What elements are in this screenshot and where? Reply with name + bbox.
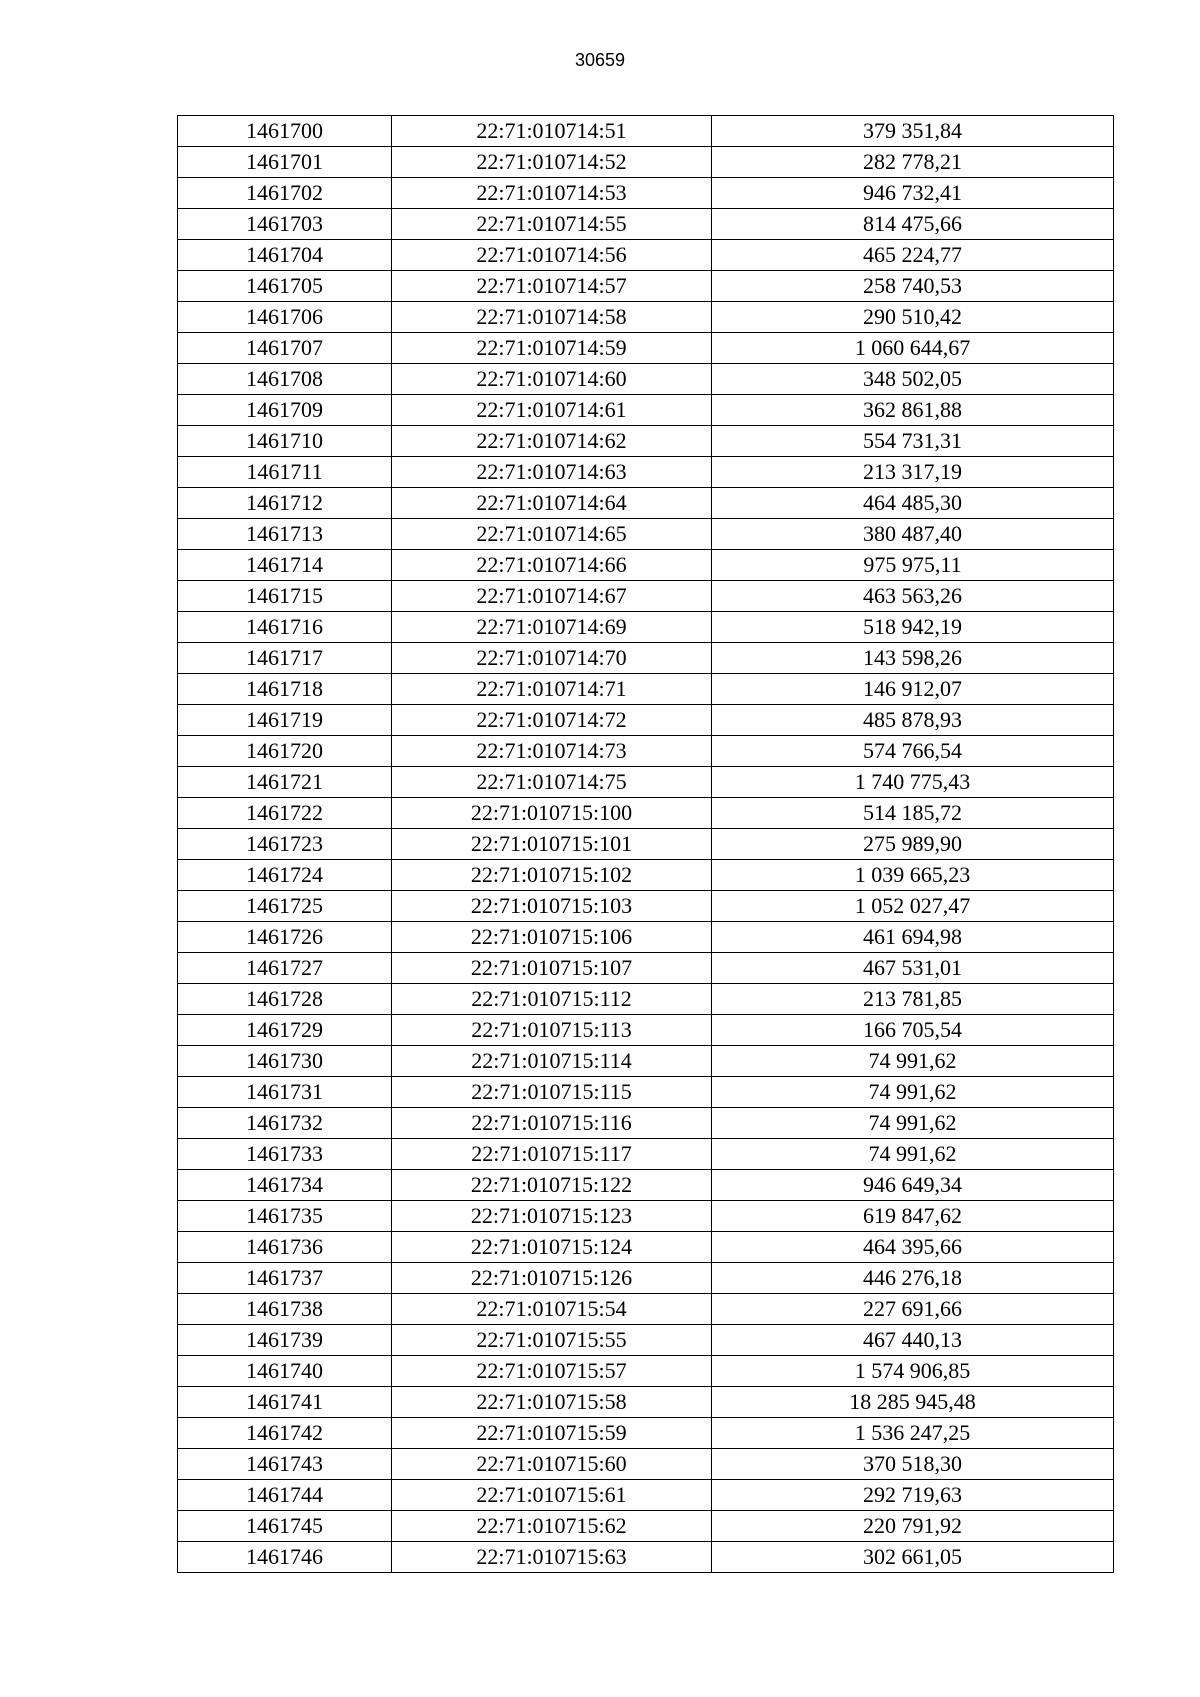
page-number: 30659 — [574, 50, 626, 70]
cadastral-number-cell: 22:71:010715:58 — [392, 1387, 712, 1418]
cadastral-number-cell: 22:71:010714:64 — [392, 488, 712, 519]
record-number-cell: 1461721 — [178, 767, 392, 798]
table-row — [178, 457, 1114, 488]
cadastral-number-cell: 22:71:010715:102 — [392, 860, 712, 891]
cadastral-number-cell: 22:71:010715:101 — [392, 829, 712, 860]
record-number-cell: 1461735 — [178, 1201, 392, 1232]
value-cell: 290 510,42 — [712, 302, 1114, 333]
value-cell: 166 705,54 — [712, 1015, 1114, 1046]
record-number-cell: 1461717 — [178, 643, 392, 674]
record-number-cell: 1461731 — [178, 1077, 392, 1108]
table-row — [178, 1108, 1114, 1139]
value-cell: 380 487,40 — [712, 519, 1114, 550]
table-row — [178, 891, 1114, 922]
table-row — [178, 1511, 1114, 1542]
table-row — [178, 1232, 1114, 1263]
cadastral-number-cell: 22:71:010714:62 — [392, 426, 712, 457]
table-row — [178, 736, 1114, 767]
record-number-cell: 1461710 — [178, 426, 392, 457]
cadastral-number-cell: 22:71:010715:115 — [392, 1077, 712, 1108]
table-row — [178, 1325, 1114, 1356]
table-row — [178, 1356, 1114, 1387]
value-cell: 143 598,26 — [712, 643, 1114, 674]
record-number-cell: 1461730 — [178, 1046, 392, 1077]
table-row — [178, 271, 1114, 302]
record-number-cell: 1461700 — [178, 116, 392, 147]
record-number-cell: 1461712 — [178, 488, 392, 519]
record-number-cell: 1461745 — [178, 1511, 392, 1542]
table-row — [178, 333, 1114, 364]
table-row — [178, 395, 1114, 426]
record-number-cell: 1461725 — [178, 891, 392, 922]
record-number-cell: 1461729 — [178, 1015, 392, 1046]
value-cell: 574 766,54 — [712, 736, 1114, 767]
record-number-cell: 1461726 — [178, 922, 392, 953]
cadastral-number-cell: 22:71:010714:61 — [392, 395, 712, 426]
value-cell: 446 276,18 — [712, 1263, 1114, 1294]
record-number-cell: 1461716 — [178, 612, 392, 643]
cadastral-number-cell: 22:71:010715:61 — [392, 1480, 712, 1511]
cadastral-number-cell: 22:71:010714:58 — [392, 302, 712, 333]
record-number-cell: 1461737 — [178, 1263, 392, 1294]
table-row — [178, 550, 1114, 581]
table-row — [178, 674, 1114, 705]
cadastral-number-cell: 22:71:010714:51 — [392, 116, 712, 147]
cadastral-number-cell: 22:71:010714:56 — [392, 240, 712, 271]
value-cell: 814 475,66 — [712, 209, 1114, 240]
value-cell: 975 975,11 — [712, 550, 1114, 581]
cadastral-number-cell: 22:71:010715:63 — [392, 1542, 712, 1573]
cadastral-number-cell: 22:71:010714:71 — [392, 674, 712, 705]
table-row — [178, 1170, 1114, 1201]
value-cell: 465 224,77 — [712, 240, 1114, 271]
value-cell: 463 563,26 — [712, 581, 1114, 612]
value-cell: 461 694,98 — [712, 922, 1114, 953]
cadastral-number-cell: 22:71:010714:65 — [392, 519, 712, 550]
value-cell: 348 502,05 — [712, 364, 1114, 395]
cadastral-number-cell: 22:71:010714:63 — [392, 457, 712, 488]
table-row — [178, 1387, 1114, 1418]
cadastral-number-cell: 22:71:010715:124 — [392, 1232, 712, 1263]
value-cell: 362 861,88 — [712, 395, 1114, 426]
value-cell: 292 719,63 — [712, 1480, 1114, 1511]
table-row — [178, 643, 1114, 674]
cadastral-number-cell: 22:71:010714:57 — [392, 271, 712, 302]
record-number-cell: 1461734 — [178, 1170, 392, 1201]
record-number-cell: 1461723 — [178, 829, 392, 860]
cadastral-number-cell: 22:71:010714:52 — [392, 147, 712, 178]
table-row — [178, 1480, 1114, 1511]
value-cell: 554 731,31 — [712, 426, 1114, 457]
cadastral-number-cell: 22:71:010714:60 — [392, 364, 712, 395]
value-cell: 213 781,85 — [712, 984, 1114, 1015]
value-cell: 518 942,19 — [712, 612, 1114, 643]
table-row — [178, 1046, 1114, 1077]
value-cell: 485 878,93 — [712, 705, 1114, 736]
cadastral-number-cell: 22:71:010715:114 — [392, 1046, 712, 1077]
value-cell: 379 351,84 — [712, 116, 1114, 147]
table-row — [178, 798, 1114, 829]
table-row — [178, 1263, 1114, 1294]
record-number-cell: 1461722 — [178, 798, 392, 829]
table-row — [178, 519, 1114, 550]
table-row — [178, 612, 1114, 643]
cadastral-number-cell: 22:71:010714:59 — [392, 333, 712, 364]
record-number-cell: 1461733 — [178, 1139, 392, 1170]
table-row — [178, 922, 1114, 953]
cadastral-number-cell: 22:71:010714:53 — [392, 178, 712, 209]
table-body — [178, 116, 1114, 1573]
cadastral-number-cell: 22:71:010714:55 — [392, 209, 712, 240]
table-row — [178, 953, 1114, 984]
table-row — [178, 178, 1114, 209]
value-cell: 1 574 906,85 — [712, 1356, 1114, 1387]
value-cell: 227 691,66 — [712, 1294, 1114, 1325]
cadastral-number-cell: 22:71:010714:66 — [392, 550, 712, 581]
record-number-cell: 1461709 — [178, 395, 392, 426]
record-number-cell: 1461707 — [178, 333, 392, 364]
record-number-cell: 1461732 — [178, 1108, 392, 1139]
cadastral-number-cell: 22:71:010715:116 — [392, 1108, 712, 1139]
cadastral-number-cell: 22:71:010715:54 — [392, 1294, 712, 1325]
record-number-cell: 1461701 — [178, 147, 392, 178]
value-cell: 467 440,13 — [712, 1325, 1114, 1356]
value-cell: 1 060 644,67 — [712, 333, 1114, 364]
cadastral-number-cell: 22:71:010715:117 — [392, 1139, 712, 1170]
record-number-cell: 1461724 — [178, 860, 392, 891]
value-cell: 258 740,53 — [712, 271, 1114, 302]
value-cell: 146 912,07 — [712, 674, 1114, 705]
cadastral-number-cell: 22:71:010715:106 — [392, 922, 712, 953]
cadastral-number-cell: 22:71:010714:70 — [392, 643, 712, 674]
cadastral-number-cell: 22:71:010715:103 — [392, 891, 712, 922]
table-row — [178, 984, 1114, 1015]
cadastral-number-cell: 22:71:010715:123 — [392, 1201, 712, 1232]
table-row — [178, 829, 1114, 860]
record-number-cell: 1461708 — [178, 364, 392, 395]
value-cell: 1 740 775,43 — [712, 767, 1114, 798]
table-row — [178, 426, 1114, 457]
record-number-cell: 1461718 — [178, 674, 392, 705]
record-number-cell: 1461727 — [178, 953, 392, 984]
record-number-cell: 1461746 — [178, 1542, 392, 1573]
record-number-cell: 1461742 — [178, 1418, 392, 1449]
value-cell: 275 989,90 — [712, 829, 1114, 860]
cadastral-number-cell: 22:71:010715:59 — [392, 1418, 712, 1449]
value-cell: 74 991,62 — [712, 1139, 1114, 1170]
cadastral-number-cell: 22:71:010715:112 — [392, 984, 712, 1015]
cadastral-number-cell: 22:71:010714:72 — [392, 705, 712, 736]
cadastral-number-cell: 22:71:010715:57 — [392, 1356, 712, 1387]
cadastral-number-cell: 22:71:010715:100 — [392, 798, 712, 829]
cadastral-number-cell: 22:71:010714:69 — [392, 612, 712, 643]
cadastral-number-cell: 22:71:010715:126 — [392, 1263, 712, 1294]
table-row — [178, 364, 1114, 395]
value-cell: 464 395,66 — [712, 1232, 1114, 1263]
record-number-cell: 1461703 — [178, 209, 392, 240]
cadastral-number-cell: 22:71:010715:62 — [392, 1511, 712, 1542]
record-number-cell: 1461720 — [178, 736, 392, 767]
cadastral-number-cell: 22:71:010715:55 — [392, 1325, 712, 1356]
table-row — [178, 860, 1114, 891]
record-number-cell: 1461741 — [178, 1387, 392, 1418]
value-cell: 1 039 665,23 — [712, 860, 1114, 891]
table-row — [178, 581, 1114, 612]
record-number-cell: 1461719 — [178, 705, 392, 736]
table-row — [178, 1418, 1114, 1449]
cadastral-number-cell: 22:71:010715:113 — [392, 1015, 712, 1046]
value-cell: 74 991,62 — [712, 1108, 1114, 1139]
record-number-cell: 1461744 — [178, 1480, 392, 1511]
table-row — [178, 209, 1114, 240]
table-row — [178, 147, 1114, 178]
record-number-cell: 1461739 — [178, 1325, 392, 1356]
cadastral-number-cell: 22:71:010715:122 — [392, 1170, 712, 1201]
cadastral-number-cell: 22:71:010714:75 — [392, 767, 712, 798]
record-number-cell: 1461705 — [178, 271, 392, 302]
table-row — [178, 488, 1114, 519]
value-cell: 619 847,62 — [712, 1201, 1114, 1232]
table-row — [178, 705, 1114, 736]
record-number-cell: 1461711 — [178, 457, 392, 488]
record-number-cell: 1461702 — [178, 178, 392, 209]
value-cell: 282 778,21 — [712, 147, 1114, 178]
table-row — [178, 1015, 1114, 1046]
value-cell: 74 991,62 — [712, 1046, 1114, 1077]
table-row — [178, 1542, 1114, 1573]
table-row — [178, 1139, 1114, 1170]
table-row — [178, 302, 1114, 333]
value-cell: 74 991,62 — [712, 1077, 1114, 1108]
record-number-cell: 1461738 — [178, 1294, 392, 1325]
value-cell: 467 531,01 — [712, 953, 1114, 984]
table-row — [178, 1294, 1114, 1325]
record-number-cell: 1461715 — [178, 581, 392, 612]
value-cell: 464 485,30 — [712, 488, 1114, 519]
value-cell: 1 052 027,47 — [712, 891, 1114, 922]
record-number-cell: 1461706 — [178, 302, 392, 333]
table-row — [178, 1201, 1114, 1232]
data-table — [177, 115, 1114, 1573]
record-number-cell: 1461713 — [178, 519, 392, 550]
value-cell: 213 317,19 — [712, 457, 1114, 488]
record-number-cell: 1461743 — [178, 1449, 392, 1480]
table-row — [178, 1077, 1114, 1108]
value-cell: 946 649,34 — [712, 1170, 1114, 1201]
cadastral-number-cell: 22:71:010715:107 — [392, 953, 712, 984]
value-cell: 220 791,92 — [712, 1511, 1114, 1542]
value-cell: 514 185,72 — [712, 798, 1114, 829]
table-row — [178, 240, 1114, 271]
record-number-cell: 1461740 — [178, 1356, 392, 1387]
value-cell: 946 732,41 — [712, 178, 1114, 209]
cadastral-number-cell: 22:71:010715:60 — [392, 1449, 712, 1480]
table-row — [178, 767, 1114, 798]
table-row — [178, 1449, 1114, 1480]
record-number-cell: 1461704 — [178, 240, 392, 271]
value-cell: 1 536 247,25 — [712, 1418, 1114, 1449]
value-cell: 370 518,30 — [712, 1449, 1114, 1480]
record-number-cell: 1461736 — [178, 1232, 392, 1263]
table-row — [178, 116, 1114, 147]
cadastral-number-cell: 22:71:010714:67 — [392, 581, 712, 612]
cadastral-number-cell: 22:71:010714:73 — [392, 736, 712, 767]
value-cell: 18 285 945,48 — [712, 1387, 1114, 1418]
record-number-cell: 1461728 — [178, 984, 392, 1015]
record-number-cell: 1461714 — [178, 550, 392, 581]
value-cell: 302 661,05 — [712, 1542, 1114, 1573]
